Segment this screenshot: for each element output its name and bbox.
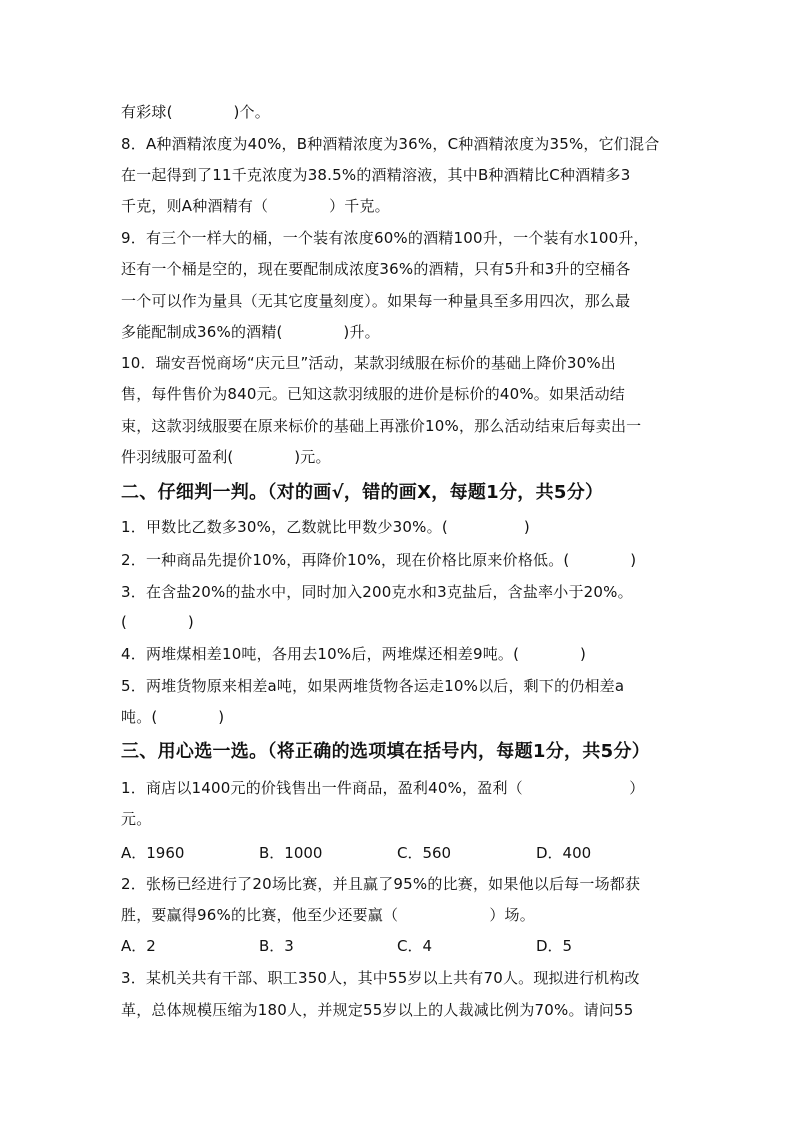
- text-line: 有彩球( )个。: [121, 103, 270, 121]
- question-10-line-1: 10．瑞安吾悦商场“庆元旦”活动，某款羽绒服在标价的基础上降价30%出: [121, 354, 616, 372]
- option-d: D．5: [536, 937, 573, 955]
- choice-question-1: 1．商店以1400元的价钱售出一件商品，盈利40%，盈利（ ）: [121, 779, 645, 797]
- question-10-line-3: 束，这款羽绒服要在原来标价的基础上再涨价10%，那么活动结束后每卖出一: [121, 417, 642, 435]
- option-a: A．2: [121, 937, 156, 955]
- judge-question-1: 1．甲数比乙数多30%，乙数就比甲数少30%。( ): [121, 518, 530, 536]
- judge-question-3-blank: ( ): [121, 613, 194, 631]
- choice-question-1-cont: 元。: [121, 810, 152, 828]
- choice-question-2-cont: 胜，要赢得96%的比赛，他至少还要赢（ ）场。: [121, 906, 535, 924]
- option-d: D．400: [536, 844, 592, 862]
- question-9-line-3: 一个可以作为量具（无其它度量刻度）。如果每一种量具至多用四次，那么最: [121, 292, 631, 310]
- question-9-line-1: 9．有三个一样大的桶，一个装有浓度60%的酒精100升，一个装有水100升，: [121, 229, 649, 247]
- section-3-heading: 三、用心选一选。（将正确的选项填在括号内，每题1分，共5分）: [121, 741, 651, 762]
- question-9-line-2: 还有一个桶是空的，现在要配制成浓度36%的酒精，只有5升和3升的空桶各: [121, 260, 631, 278]
- judge-question-3: 3．在含盐20%的盐水中，同时加入200克水和3克盐后，含盐率小于20%。: [121, 583, 633, 601]
- choice-question-2: 2．张杨已经进行了20场比赛，并且赢了95%的比赛，如果他以后每一场都获: [121, 875, 641, 893]
- option-a: A．1960: [121, 844, 185, 862]
- question-8-line-1: 8．A种酒精浓度为40%，B种酒精浓度为36%，C种酒精浓度为35%，它们混合: [121, 135, 660, 153]
- option-c: C．4: [397, 937, 433, 955]
- option-b: B．3: [259, 937, 294, 955]
- option-b: B．1000: [259, 844, 323, 862]
- choice-question-3: 3．某机关共有干部、职工350人，其中55岁以上共有70人。现拟进行机构改: [121, 969, 640, 987]
- question-10-line-4: 件羽绒服可盈利( )元。: [121, 448, 331, 466]
- judge-question-5-blank: 吨。( ): [121, 708, 225, 726]
- option-c: C．560: [397, 844, 452, 862]
- question-8-line-3: 千克，则A种酒精有（ ）千克。: [121, 197, 390, 215]
- choice-question-3-cont: 革，总体规模压缩为180人，并规定55岁以上的人裁减比例为70%。请问55: [121, 1001, 634, 1019]
- section-2-heading: 二、仔细判一判。（对的画√，错的画X，每题1分，共5分）: [121, 482, 604, 503]
- judge-question-2: 2．一种商品先提价10%，再降价10%，现在价格比原来价格低。( ): [121, 551, 637, 569]
- question-9-line-4: 多能配制成36%的酒精( )升。: [121, 323, 380, 341]
- question-8-line-2: 在一起得到了11千克浓度为38.5%的酒精溶液，其中B种酒精比C种酒精多3: [121, 166, 631, 184]
- question-10-line-2: 售，每件售价为840元。已知这款羽绒服的进价是标价的40%。如果活动结: [121, 385, 625, 403]
- judge-question-4: 4．两堆煤相差10吨，各用去10%后，两堆煤还相差9吨。( ): [121, 645, 587, 663]
- judge-question-5: 5．两堆货物原来相差a吨，如果两堆货物各运走10%以后，剩下的仍相差a: [121, 677, 625, 695]
